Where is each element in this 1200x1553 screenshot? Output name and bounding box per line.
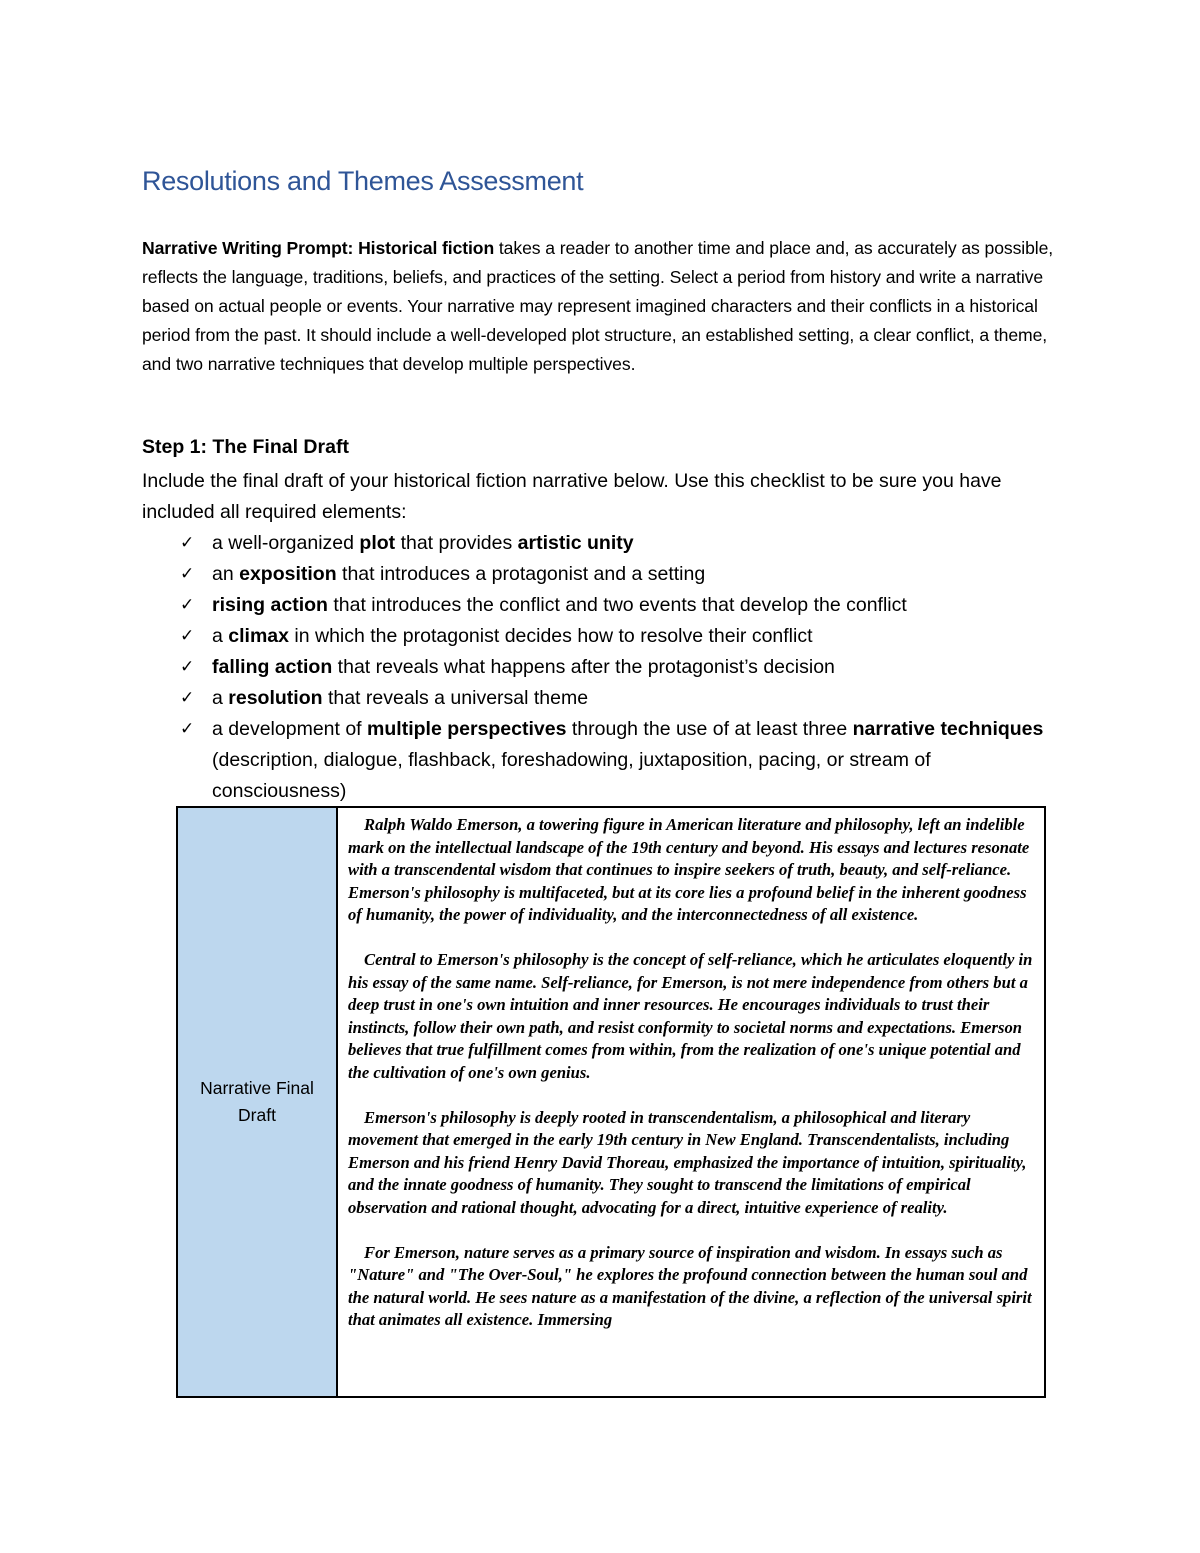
checklist-item: ✓ a climax in which the protagonist decides how to resolve their conflict: [142, 621, 1062, 652]
step-heading: Step 1: The Final Draft: [142, 436, 349, 458]
step-intro: Include the final draft of your historical fiction narrative below. Use this checklist to be sure you have included all required elements:: [142, 470, 1002, 523]
draft-paragraph: For Emerson, nature serves as a primary source of inspiration and wisdom. In essays such as "Nature" and "The Over-Soul," he explores the profound connection between the human soul and the natural world. He sees nature as a manifestation of the divine, a reflection of the universal spirit that animates all existence. Immersing: [348, 1242, 1032, 1329]
checklist-item: ✓ a resolution that reveals a universal theme: [142, 683, 1062, 714]
prompt-term: Historical fiction: [358, 238, 495, 258]
final-draft-table: [176, 806, 1046, 1398]
checklist-item: ✓ falling action that reveals what happens after the protagonist’s decision: [142, 652, 1062, 683]
writing-prompt: [142, 234, 1062, 379]
page-title: Resolutions and Themes Assessment: [142, 166, 584, 196]
checkmark-icon: ✓: [180, 688, 195, 708]
checkmark-icon: ✓: [180, 657, 195, 677]
checklist-item: ✓ rising action that introduces the conflict and two events that develop the conflict: [142, 590, 1062, 621]
checklist-item: ✓ a development of multiple perspectives through the use of at least three narrative techniques (description, dialogue, flashback, foreshadowing, juxtaposition, pacing, or stream of consciousness): [142, 714, 1062, 807]
checkmark-icon: ✓: [180, 595, 195, 615]
requirements-checklist: [142, 528, 1062, 807]
checklist-item: ✓ a well-organized plot that provides artistic unity: [142, 528, 1062, 559]
checklist-item: ✓ an exposition that introduces a protagonist and a setting: [142, 559, 1062, 590]
draft-label-cell: [178, 808, 338, 1396]
draft-paragraph: Emerson's philosophy is deeply rooted in transcendentalism, a philosophical and literary movement that emerged in the early 19th century in New England. Transcendentalists, including Emerson and his friend Henry David Thoreau, emphasized the importance of intuition, spirituality, and the innate goodness of humanity. They sought to transcend the limitations of empirical observation and rational thought, advocating for a direct, intuitive experience of reality.: [348, 1107, 1027, 1217]
prompt-text: takes a reader to another time and place and, as accurately as possible, reflects the language, traditions, beliefs, and practices of the setting. Select a period from history and write a narrative based on actual people or events. Your narrative may represent imagined characters and their conflicts in a historical period from the past. It should include a well-developed plot structure, an established setting, a clear conflict, a theme, and two narrative techniques that develop multiple perspectives.: [142, 238, 1054, 374]
draft-paragraph: Central to Emerson's philosophy is the concept of self-reliance, which he articulates eloquently in his essay of the same name. Self-reliance, for Emerson, is not mere independence from others but a deep trust in one's own intuition and inner resources. He encourages individuals to trust their instincts, follow their own path, and resist conformity to societal norms and expectations. Emerson believes that true fulfillment comes from within, from the realization of one's unique potential and the cultivation of one's own genius.: [348, 950, 1033, 1082]
checkmark-icon: ✓: [180, 719, 195, 739]
checkmark-icon: ✓: [180, 626, 195, 646]
checkmark-icon: ✓: [180, 564, 195, 584]
checkmark-icon: ✓: [180, 533, 195, 553]
prompt-label: Narrative Writing Prompt:: [142, 238, 354, 258]
draft-label: Narrative Final Draft: [200, 1078, 314, 1125]
draft-text-cell[interactable]: [338, 808, 1044, 1396]
draft-paragraph: Ralph Waldo Emerson, a towering figure in American literature and philosophy, left an indelible mark on the intellectual landscape of the 19th century and beyond. His essays and lectures resonate with a transcendental wisdom that continues to inspire seekers of truth, beauty, and self-reliance. Emerson's philosophy is multifaceted, but at its core lies a profound belief in the inherent goodness of humanity, the power of individuality, and the interconnectedness of all existence.: [348, 815, 1030, 924]
